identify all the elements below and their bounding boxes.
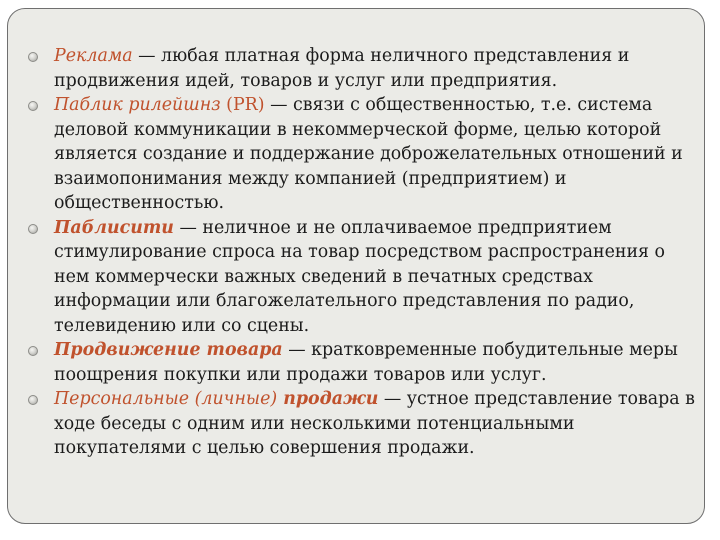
definition-pr: — связи с общественностью, т.е. система деловой коммуникации в некоммерческой форме, целью которой является создание и поддержание доброжелательных отношений и взаимопонимания между компанией (предприятием) и общественностью. bbox=[54, 95, 683, 213]
list-item-promotion bbox=[27, 338, 699, 387]
term-sales: продажи bbox=[277, 389, 379, 409]
definition-list bbox=[27, 44, 699, 461]
definition-publicity: — неличное и не оплачиваемое предприятием стимулирование спроса на товар посредством распространения о нем коммерчески важных сведений в печатных средствах информации или благожелательного представления по радио, телевидению или со сцены. bbox=[54, 217, 666, 336]
bullet-icon bbox=[28, 346, 38, 356]
term-pr-abbr: (PR) bbox=[220, 95, 265, 115]
definition-personal-sales: — устное представление товара в ходе беседы с одним или несколькими потенциальными покупателями с целью совершения продажи. bbox=[54, 389, 695, 458]
term-personal: Персональные (личные) bbox=[54, 389, 278, 409]
definition-reklama: — любая платная форма неличного представления и продвижения идей, товаров и услуг или предприятия. bbox=[54, 46, 630, 91]
bullet-icon bbox=[28, 395, 38, 405]
term-publicity: Паблисити bbox=[54, 217, 174, 238]
list-item-reklama bbox=[27, 44, 699, 93]
definition-promotion: — кратковременные побудительные меры поощрения покупки или продажи товаров или услуг. bbox=[54, 340, 678, 385]
term-promotion: Продвижение товара bbox=[54, 340, 283, 360]
bullet-icon bbox=[28, 101, 38, 111]
slide-content bbox=[27, 44, 699, 461]
term-pr: Паблик рилейшнз bbox=[54, 95, 221, 115]
bullet-icon bbox=[28, 52, 38, 62]
list-item-pr bbox=[27, 93, 699, 216]
list-item-personal-sales bbox=[27, 387, 699, 461]
bullet-icon bbox=[28, 224, 38, 234]
term-reklama: Реклама bbox=[54, 46, 133, 66]
list-item-publicity bbox=[27, 216, 699, 339]
